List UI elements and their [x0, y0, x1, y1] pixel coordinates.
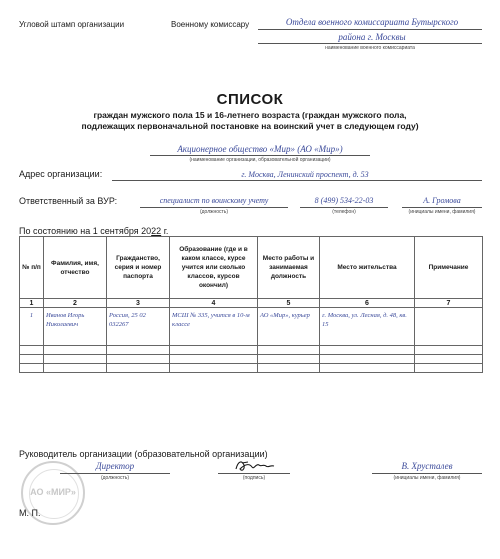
column-number: 1	[20, 299, 44, 308]
column-header: Место работы и занимаемая должность	[258, 237, 320, 299]
cell-address: г. Москва, ул. Лесная, д. 48, кв. 15	[320, 308, 415, 346]
cell-note	[415, 308, 483, 346]
signature-underline	[218, 473, 290, 474]
head-position-underline	[60, 473, 170, 474]
conscripts-table	[19, 236, 483, 373]
column-header: № п/п	[20, 237, 44, 299]
column-header: Фамилия, имя, отчество	[44, 237, 107, 299]
address-label: Адрес организации:	[19, 169, 103, 179]
table-row	[20, 364, 483, 373]
status-suffix: г.	[163, 226, 169, 236]
responsible-name: А. Громова	[423, 196, 461, 205]
document-subtitle-line1: граждан мужского пола 15 и 16-летнего возраста (граждан мужского пола,	[93, 110, 407, 120]
head-name-underline	[372, 473, 482, 474]
commissariat-caption: наименование военного комиссариата	[325, 45, 415, 51]
column-number: 7	[415, 299, 483, 308]
column-number: 3	[107, 299, 170, 308]
head-name: В. Хрусталев	[401, 461, 453, 471]
column-number: 2	[44, 299, 107, 308]
seal-text: АО «МИР»	[30, 487, 76, 497]
signature-caption: (подпись)	[242, 475, 266, 481]
responsible-phone: 8 (499) 534-22-03	[314, 196, 374, 205]
commissariat-name-line2: района г. Москвы	[338, 32, 406, 42]
column-header: Образование (где и в каком классе, курсе учится или сколько классов, курсов окончил)	[170, 237, 258, 299]
responsible-label: Ответственный за ВУР:	[19, 196, 118, 206]
table-row	[20, 308, 483, 346]
column-number: 4	[170, 299, 258, 308]
status-year: 22	[151, 226, 162, 236]
column-header: Место жительства	[320, 237, 415, 299]
column-header: Примечание	[415, 237, 483, 299]
head-label: Руководитель организации (образовательной организации)	[19, 449, 268, 459]
table-row	[20, 355, 483, 364]
responsible-phone-underline	[300, 207, 388, 208]
table-header-row	[20, 237, 483, 299]
commissar-label: Военному комиссару	[171, 20, 250, 29]
column-number-row	[20, 299, 483, 308]
column-number: 5	[258, 299, 320, 308]
status-prefix: По состоянию на	[19, 226, 91, 236]
address-value: г. Москва, Ленинский проспект, д. 53	[241, 170, 369, 179]
responsible-position: специалист по воинскому учету	[159, 196, 269, 205]
commissariat-name-line1: Отдела военного комиссариата Бутырского	[285, 17, 459, 27]
stamp-place-label: М. П.	[19, 508, 41, 518]
document-subtitle-line2: подлежащих первоначальной постановке на воинский учет в следующем году)	[81, 121, 419, 131]
column-number: 6	[320, 299, 415, 308]
responsible-position-caption: (должность)	[199, 209, 229, 215]
cell-work: АО «Мир», курьер	[258, 308, 320, 346]
responsible-phone-caption: (телефон)	[332, 209, 356, 215]
status-date-value: 1 сентября 20	[92, 226, 152, 236]
responsible-position-underline	[140, 207, 288, 208]
cell-name: Иванов Игорь Николаевич	[44, 308, 107, 346]
corner-stamp-label: Угловой штамп организации	[19, 20, 125, 29]
organization-underline	[150, 155, 370, 156]
responsible-name-underline	[402, 207, 482, 208]
commissariat-underline-1	[258, 29, 482, 30]
cell-passport: Россия, 25 02 032267	[107, 308, 170, 346]
address-underline	[112, 180, 482, 181]
responsible-name-caption: (инициалы имени, фамилия)	[408, 209, 476, 215]
status-date	[19, 226, 168, 236]
table-row	[20, 346, 483, 355]
cell-number: 1	[20, 308, 44, 346]
commissariat-underline-2	[258, 43, 482, 44]
head-position: Директор	[95, 461, 135, 471]
column-header: Гражданство, серия и номер паспорта	[107, 237, 170, 299]
head-position-caption: (должность)	[100, 475, 130, 481]
document-title: СПИСОК	[216, 91, 284, 108]
organization-name: Акционерное общество «Мир» (АО «Мир»)	[177, 144, 343, 154]
head-name-caption: (инициалы имени, фамилия)	[393, 475, 461, 481]
organization-caption: (наименование организации, образовательной организации)	[189, 157, 331, 163]
cell-education: МСШ № 335, учится в 10-м классе	[170, 308, 258, 346]
